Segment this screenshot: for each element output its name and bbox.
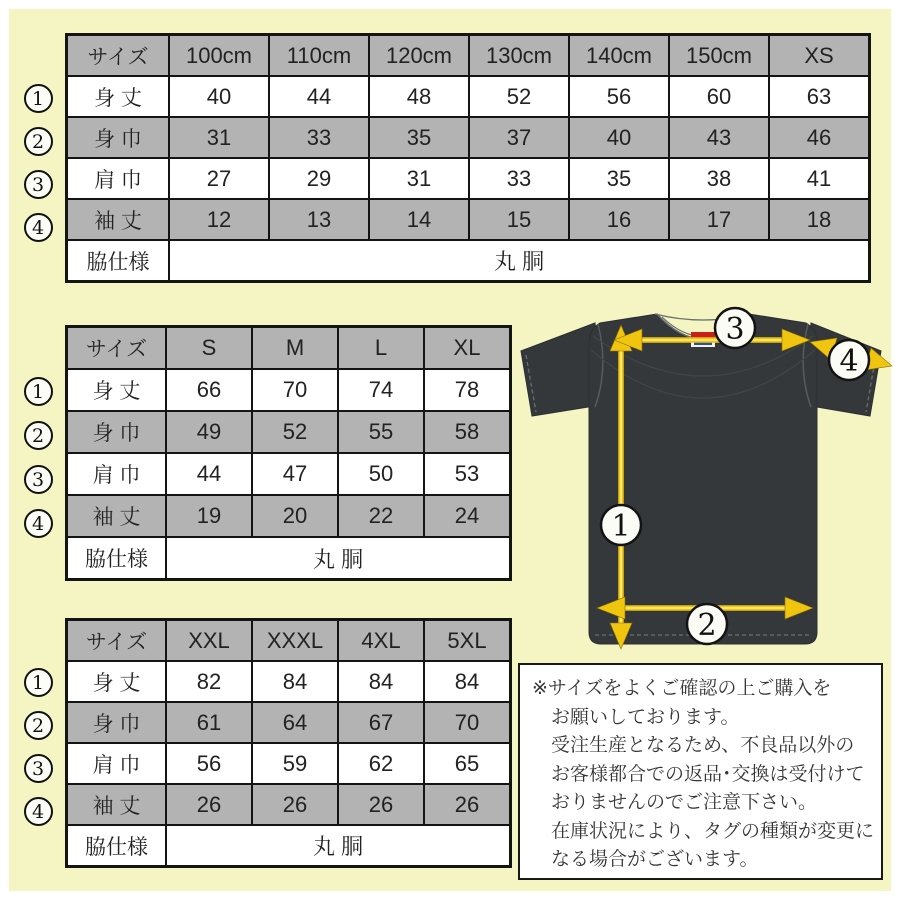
size-value-cell: 53: [424, 453, 511, 495]
size-value-cell: 22: [338, 495, 424, 537]
size-value-cell: 50: [338, 453, 424, 495]
column-header: XL: [424, 327, 511, 370]
measure-label: 身 丈: [67, 369, 167, 411]
notice-line: ※サイズをよくご確認の上ご購入を: [532, 678, 832, 699]
size-value-cell: 52: [252, 411, 338, 453]
size-table: [65, 325, 512, 581]
size-value-cell: 60: [669, 76, 769, 117]
size-value-cell: 38: [669, 158, 769, 199]
size-value-cell: 47: [252, 453, 338, 495]
svg-text:2: 2: [697, 608, 717, 643]
tshirt-illustration: [505, 306, 897, 654]
size-value-cell: 48: [369, 76, 469, 117]
size-value-cell: 31: [169, 117, 269, 158]
size-value-cell: 41: [769, 158, 870, 199]
side-spec-value: 丸 胴: [166, 825, 511, 867]
size-value-cell: 17: [669, 199, 769, 240]
column-header: 140cm: [569, 35, 669, 77]
measure-label: 袖 丈: [67, 199, 170, 240]
measure-label: 身 巾: [67, 702, 167, 743]
size-value-cell: 84: [338, 661, 424, 702]
row-marker-1: 1: [24, 377, 53, 406]
size-value-cell: 62: [338, 743, 424, 784]
size-value-cell: 33: [469, 158, 569, 199]
size-value-cell: 74: [338, 369, 424, 411]
measure-label: 肩 巾: [67, 158, 170, 199]
notice-line: 受注生産となるため、不良品以外の: [551, 735, 855, 756]
row-marker-3: 3: [24, 170, 53, 199]
column-header: XXXL: [252, 620, 338, 662]
column-header: S: [166, 327, 252, 370]
size-value-cell: 27: [169, 158, 269, 199]
side-spec-label: 脇仕様: [67, 825, 167, 867]
row-number-gutter: [23, 618, 53, 840]
column-header: XXL: [166, 620, 252, 662]
row-marker-4: 4: [24, 213, 53, 242]
size-value-cell: 20: [252, 495, 338, 537]
size-label-header: サイズ: [67, 620, 167, 662]
size-value-cell: 31: [369, 158, 469, 199]
measure-label: 身 巾: [67, 117, 170, 158]
size-value-cell: 12: [169, 199, 269, 240]
size-value-cell: 84: [252, 661, 338, 702]
size-value-cell: 18: [769, 199, 870, 240]
size-value-cell: 37: [469, 117, 569, 158]
notice-line: お願いしております。: [551, 706, 740, 728]
row-marker-2: 2: [24, 421, 53, 450]
column-header: L: [338, 327, 424, 370]
row-marker-1: 1: [24, 668, 53, 697]
size-value-cell: 61: [166, 702, 252, 743]
size-value-cell: 26: [338, 784, 424, 825]
size-value-cell: 44: [166, 453, 252, 495]
marker-1: [601, 505, 641, 545]
marker-4: [829, 340, 869, 380]
measure-label: 袖 丈: [67, 495, 167, 537]
notice-line: なる場合がございます。: [551, 849, 759, 870]
size-value-cell: 13: [269, 199, 369, 240]
size-value-cell: 59: [252, 743, 338, 784]
marker-2: [687, 604, 727, 644]
row-number-gutter: [23, 325, 53, 553]
size-value-cell: 52: [469, 76, 569, 117]
size-value-cell: 66: [166, 369, 252, 411]
row-marker-2: 2: [24, 127, 53, 156]
size-value-cell: 64: [252, 702, 338, 743]
row-marker-3: 3: [24, 465, 53, 494]
row-marker-4: 4: [24, 797, 53, 826]
svg-text:3: 3: [725, 312, 745, 347]
row-marker-3: 3: [24, 754, 53, 783]
size-value-cell: 44: [269, 76, 369, 117]
size-value-cell: 14: [369, 199, 469, 240]
size-label-header: サイズ: [67, 327, 167, 370]
measure-label: 身 丈: [67, 661, 167, 702]
size-value-cell: 56: [166, 743, 252, 784]
column-header: 110cm: [269, 35, 369, 77]
size-value-cell: 78: [424, 369, 511, 411]
size-value-cell: 15: [469, 199, 569, 240]
column-header: 4XL: [338, 620, 424, 662]
row-marker-4: 4: [24, 509, 53, 538]
size-label-header: サイズ: [67, 35, 170, 77]
size-value-cell: 49: [166, 411, 252, 453]
size-value-cell: 82: [166, 661, 252, 702]
size-value-cell: 33: [269, 117, 369, 158]
notice-box: [518, 663, 883, 880]
row-marker-1: 1: [24, 84, 53, 113]
marker-3: [715, 308, 755, 348]
measure-label: 袖 丈: [67, 784, 167, 825]
size-value-cell: 26: [166, 784, 252, 825]
size-value-cell: 19: [166, 495, 252, 537]
size-value-cell: 58: [424, 411, 511, 453]
size-value-cell: 16: [569, 199, 669, 240]
column-header: XS: [769, 35, 870, 77]
size-value-cell: 65: [424, 743, 511, 784]
column-header: 5XL: [424, 620, 511, 662]
row-marker-2: 2: [24, 711, 53, 740]
size-chart-kids: [31, 33, 871, 283]
side-spec-value: 丸 胴: [169, 240, 870, 282]
tshirt-measurement-diagram: [505, 306, 897, 654]
side-spec-value: 丸 胴: [166, 537, 511, 580]
size-chart-big: [31, 618, 512, 868]
size-value-cell: 24: [424, 495, 511, 537]
size-value-cell: 55: [338, 411, 424, 453]
size-value-cell: 26: [424, 784, 511, 825]
row-number-gutter: [23, 33, 53, 256]
size-chart-adult: [31, 325, 512, 581]
svg-text:4: 4: [839, 344, 859, 379]
size-value-cell: 43: [669, 117, 769, 158]
measure-label: 身 巾: [67, 411, 167, 453]
size-value-cell: 35: [369, 117, 469, 158]
size-value-cell: 63: [769, 76, 870, 117]
measure-label: 肩 巾: [67, 743, 167, 784]
size-value-cell: 40: [569, 117, 669, 158]
column-header: 120cm: [369, 35, 469, 77]
column-header: M: [252, 327, 338, 370]
size-value-cell: 70: [424, 702, 511, 743]
column-header: 150cm: [669, 35, 769, 77]
svg-text:1: 1: [611, 509, 631, 544]
notice-line: お客様都合での返品･交換は受付けて: [551, 763, 865, 785]
size-value-cell: 46: [769, 117, 870, 158]
size-value-cell: 70: [252, 369, 338, 411]
column-header: 130cm: [469, 35, 569, 77]
side-spec-label: 脇仕様: [67, 537, 167, 580]
notice-line: おりませんのでご注意下さい。: [551, 792, 818, 813]
size-value-cell: 35: [569, 158, 669, 199]
size-table: [65, 33, 871, 283]
notice-line: 在庫状況により、タグの種類が変更に: [551, 820, 875, 842]
size-value-cell: 67: [338, 702, 424, 743]
size-value-cell: 56: [569, 76, 669, 117]
size-table: [65, 618, 512, 868]
size-value-cell: 40: [169, 76, 269, 117]
measure-label: 身 丈: [67, 76, 170, 117]
side-spec-label: 脇仕様: [67, 240, 170, 282]
size-value-cell: 84: [424, 661, 511, 702]
column-header: 100cm: [169, 35, 269, 77]
size-value-cell: 26: [252, 784, 338, 825]
size-value-cell: 29: [269, 158, 369, 199]
measure-label: 肩 巾: [67, 453, 167, 495]
